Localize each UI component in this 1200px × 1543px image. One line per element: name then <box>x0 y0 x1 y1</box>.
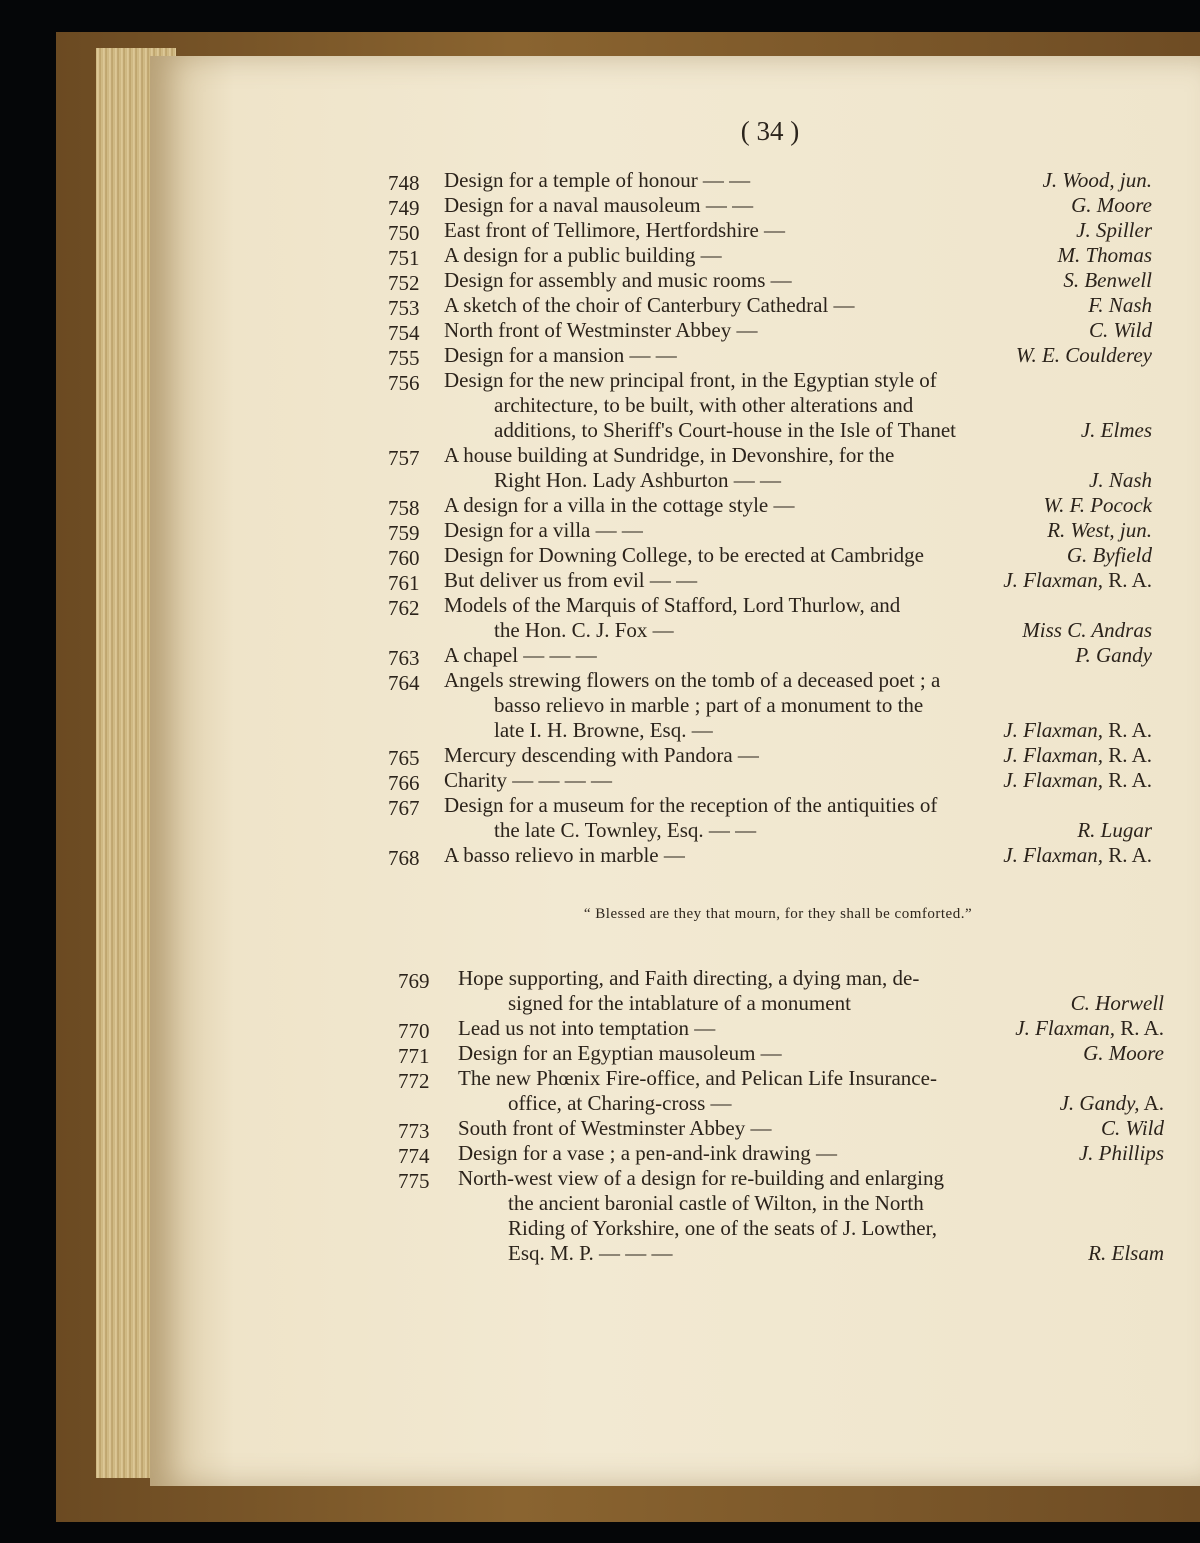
catalogue-entry <box>388 443 1168 493</box>
entry-title-line: Design for a museum for the reception of the antiquities of <box>444 793 938 817</box>
artist-name: F. Nash <box>1088 293 1152 317</box>
entry-number: 758 <box>388 496 420 520</box>
entry-artist <box>1022 618 1152 643</box>
artist-name: J. Flaxman, <box>1003 768 1103 792</box>
entry-title-line: The new Phœnix Fire-office, and Pelican Life Insurance- <box>458 1066 937 1090</box>
artist-suffix: R. A. <box>1102 743 1152 767</box>
catalogue-entry <box>388 593 1168 643</box>
artist-name: G. Moore <box>1083 1041 1164 1065</box>
catalogue-entry <box>388 768 1168 793</box>
artist-name: G. Byfield <box>1066 543 1152 567</box>
entry-title-line: Design for assembly and music rooms — <box>444 268 792 292</box>
catalogue-entry <box>388 518 1168 543</box>
entry-number: 760 <box>388 546 420 570</box>
entry-number: 774 <box>398 1144 430 1168</box>
entry-number: 772 <box>398 1069 430 1093</box>
entry-number: 755 <box>388 346 420 370</box>
entry-title-line: Charity — — — — <box>444 768 612 792</box>
catalogue-entry <box>388 243 1168 268</box>
entry-title-line: the ancient baronial castle of Wilton, in the North <box>508 1191 924 1215</box>
artist-name: G. Moore <box>1071 193 1152 217</box>
entry-title-line: Design for a vase ; a pen-and-ink drawing — <box>458 1141 838 1165</box>
catalogue-entry <box>388 218 1168 243</box>
entry-artist <box>1088 293 1152 318</box>
artist-name: J. Flaxman, <box>1003 568 1103 592</box>
entry-artist <box>1081 418 1152 443</box>
entry-number: 753 <box>388 296 420 320</box>
entry-title-line: Models of the Marquis of Stafford, Lord Thurlow, and <box>444 593 901 617</box>
entry-title-line: East front of Tellimore, Hertfordshire — <box>444 218 786 242</box>
entry-number: 749 <box>388 196 420 220</box>
entry-number: 759 <box>388 521 420 545</box>
entry-number: 757 <box>388 446 420 470</box>
entry-number: 751 <box>388 246 420 270</box>
entry-artist <box>1071 991 1164 1016</box>
catalogue-entry <box>398 1041 1168 1066</box>
catalogue-entry <box>388 168 1168 193</box>
entry-number: 767 <box>388 796 420 820</box>
entry-title-line: Lead us not into temptation — <box>458 1016 716 1040</box>
entry-artist <box>1003 768 1152 793</box>
artist-name: R. Elsam <box>1088 1241 1164 1265</box>
entry-number: 768 <box>388 846 420 870</box>
entry-artist <box>1044 493 1152 518</box>
entry-title-line: office, at Charing-cross — <box>508 1091 732 1115</box>
quote: “ Blessed are they that mourn, for they shall be comforted.” <box>583 906 973 922</box>
entry-number: 764 <box>388 671 420 695</box>
artist-name: R. West, jun. <box>1047 518 1152 542</box>
catalogue-entry <box>388 318 1168 343</box>
entry-number: 766 <box>388 771 420 795</box>
catalogue-entries-2 <box>398 966 1168 1266</box>
entry-artist <box>1003 743 1152 768</box>
entry-number: 770 <box>398 1019 430 1043</box>
entry-number: 750 <box>388 221 420 245</box>
artist-name: J. Flaxman, <box>1003 718 1103 742</box>
artist-name: J. Flaxman, <box>1003 743 1103 767</box>
entry-title-line: late I. H. Browne, Esq. — <box>494 718 713 742</box>
entry-artist <box>1063 268 1152 293</box>
artist-name: P. Gandy <box>1075 643 1152 667</box>
artist-name: J. Flaxman, <box>1015 1016 1115 1040</box>
entry-title-line: signed for the intablature of a monument <box>508 991 851 1015</box>
artist-suffix: R. A. <box>1102 568 1152 592</box>
catalogue-entry <box>398 1141 1168 1166</box>
artist-suffix: R. A. <box>1102 843 1152 867</box>
artist-name: J. Elmes <box>1080 418 1152 442</box>
entry-artist <box>1088 1241 1164 1266</box>
artist-name: R. Lugar <box>1077 818 1152 842</box>
catalogue-entry <box>388 193 1168 218</box>
artist-name: J. Flaxman, <box>1003 843 1103 867</box>
entry-title-line: A design for a public building — <box>444 243 722 267</box>
artist-name: W. F. Pocock <box>1043 493 1152 517</box>
entry-title-line: Design for the new principal front, in the Egyptian style of <box>444 368 937 392</box>
entry-artist <box>1067 543 1152 568</box>
catalogue-entry <box>398 1066 1168 1116</box>
artist-name: J. Spiller <box>1076 218 1152 242</box>
entry-title-line: North-west view of a design for re-building and enlarging <box>458 1166 944 1190</box>
entry-artist <box>1003 718 1152 743</box>
artist-name: C. Wild <box>1088 318 1152 342</box>
entry-artist <box>1003 568 1152 593</box>
artist-name: S. Benwell <box>1063 268 1152 292</box>
catalogue-entry <box>388 643 1168 668</box>
entry-artist <box>1083 1041 1164 1066</box>
page-number: ( 34 ) <box>740 116 800 146</box>
catalogue-entry <box>398 1016 1168 1041</box>
entry-number: 748 <box>388 171 420 195</box>
catalogue-entry <box>388 568 1168 593</box>
entry-title-line: Angels strewing flowers on the tomb of a deceased poet ; a <box>444 668 941 692</box>
entry-title-line: architecture, to be built, with other alterations and <box>494 393 914 417</box>
entry-artist <box>1071 193 1152 218</box>
entry-number: 771 <box>398 1044 430 1068</box>
entry-number: 763 <box>388 646 420 670</box>
artist-suffix: R. A. <box>1102 768 1152 792</box>
artist-suffix: R. A. <box>1114 1016 1164 1040</box>
entry-title-line: Design for a villa — — <box>444 518 643 542</box>
entry-title-line: A basso relievo in marble — <box>444 843 685 867</box>
entry-number: 754 <box>388 321 420 345</box>
catalogue-entry <box>388 843 1168 868</box>
entry-number: 752 <box>388 271 420 295</box>
artist-name: M. Thomas <box>1057 243 1152 267</box>
entry-title-line: additions, to Sheriff's Court-house in the Isle of Thanet <box>494 418 957 442</box>
entry-artist <box>1075 643 1152 668</box>
entry-number: 773 <box>398 1119 430 1143</box>
entry-title-line: A design for a villa in the cottage style — <box>444 493 795 517</box>
artist-name: J. Phillips <box>1078 1141 1164 1165</box>
artist-name: Miss C. Andras <box>1022 618 1152 642</box>
artist-name: J. Gandy, <box>1059 1091 1140 1115</box>
catalogue-entry <box>388 793 1168 843</box>
entry-title-line: the Hon. C. J. Fox — <box>494 618 674 642</box>
artist-name: C. Horwell <box>1070 991 1164 1015</box>
catalogue-entry <box>388 343 1168 368</box>
artist-name: C. Wild <box>1100 1116 1164 1140</box>
entry-artist <box>1015 1016 1164 1041</box>
entry-number: 765 <box>388 746 420 770</box>
catalogue-entry <box>388 543 1168 568</box>
entry-artist <box>1047 518 1152 543</box>
entry-artist <box>1057 243 1152 268</box>
entry-title-line: Hope supporting, and Faith directing, a dying man, de- <box>458 966 920 990</box>
entry-title-line: A chapel — — — <box>444 643 597 667</box>
entry-artist <box>1101 1116 1164 1141</box>
entry-title-line: Riding of Yorkshire, one of the seats of J. Lowther, <box>508 1216 938 1240</box>
catalogue-entries <box>388 168 1168 868</box>
entry-artist <box>1076 218 1152 243</box>
entry-artist <box>1089 468 1152 493</box>
entry-title-line: Esq. M. P. — — — <box>508 1241 673 1265</box>
entry-number: 756 <box>388 371 420 395</box>
entry-artist <box>1016 343 1152 368</box>
entry-title-line: Design for an Egyptian mausoleum — <box>458 1041 782 1065</box>
entry-title-line: Right Hon. Lady Ashburton — — <box>494 468 781 492</box>
artist-name: W. E. Coulderey <box>1015 343 1152 367</box>
entry-title-line: Design for a naval mausoleum — — <box>444 193 754 217</box>
entry-number: 775 <box>398 1169 430 1193</box>
entry-title-line: Design for Downing College, to be erected at Cambridge <box>444 543 924 567</box>
catalogue-entry <box>388 493 1168 518</box>
entry-title-line: Mercury descending with Pandora — <box>444 743 759 767</box>
entry-title-line: the late C. Townley, Esq. — — <box>494 818 757 842</box>
entry-artist <box>1079 1141 1164 1166</box>
catalogue-entry <box>398 966 1168 1016</box>
catalogue-entry <box>388 268 1168 293</box>
entry-number: 769 <box>398 969 430 993</box>
catalogue-entry <box>398 1166 1168 1266</box>
catalogue-entry <box>388 668 1168 743</box>
entry-title-line: But deliver us from evil — — <box>444 568 698 592</box>
entry-title-line: A house building at Sundridge, in Devonshire, for the <box>444 443 895 467</box>
catalogue-entry <box>388 368 1168 443</box>
entry-artist <box>1060 1091 1164 1116</box>
entry-number: 762 <box>388 596 420 620</box>
entry-title-line: North front of Westminster Abbey — <box>444 318 758 342</box>
catalogue-entry <box>388 293 1168 318</box>
entry-artist <box>1077 818 1152 843</box>
entry-title-line: basso relievo in marble ; part of a monument to the <box>494 693 924 717</box>
artist-suffix: R. A. <box>1102 718 1152 742</box>
entry-artist <box>1089 318 1152 343</box>
entry-number: 761 <box>388 571 420 595</box>
entry-title-line: Design for a mansion — — <box>444 343 677 367</box>
artist-name: J. Wood, jun. <box>1042 168 1152 192</box>
catalogue-entry <box>398 1116 1168 1141</box>
entry-artist <box>1043 168 1152 193</box>
artist-suffix: A. <box>1139 1091 1164 1115</box>
artist-name: J. Nash <box>1089 468 1152 492</box>
entry-title-line: Design for a temple of honour — — <box>444 168 751 192</box>
entry-title-line: South front of Westminster Abbey — <box>458 1116 772 1140</box>
entry-artist <box>1003 843 1152 868</box>
catalogue-entry <box>388 743 1168 768</box>
entry-title-line: A sketch of the choir of Canterbury Cathedral — <box>444 293 855 317</box>
